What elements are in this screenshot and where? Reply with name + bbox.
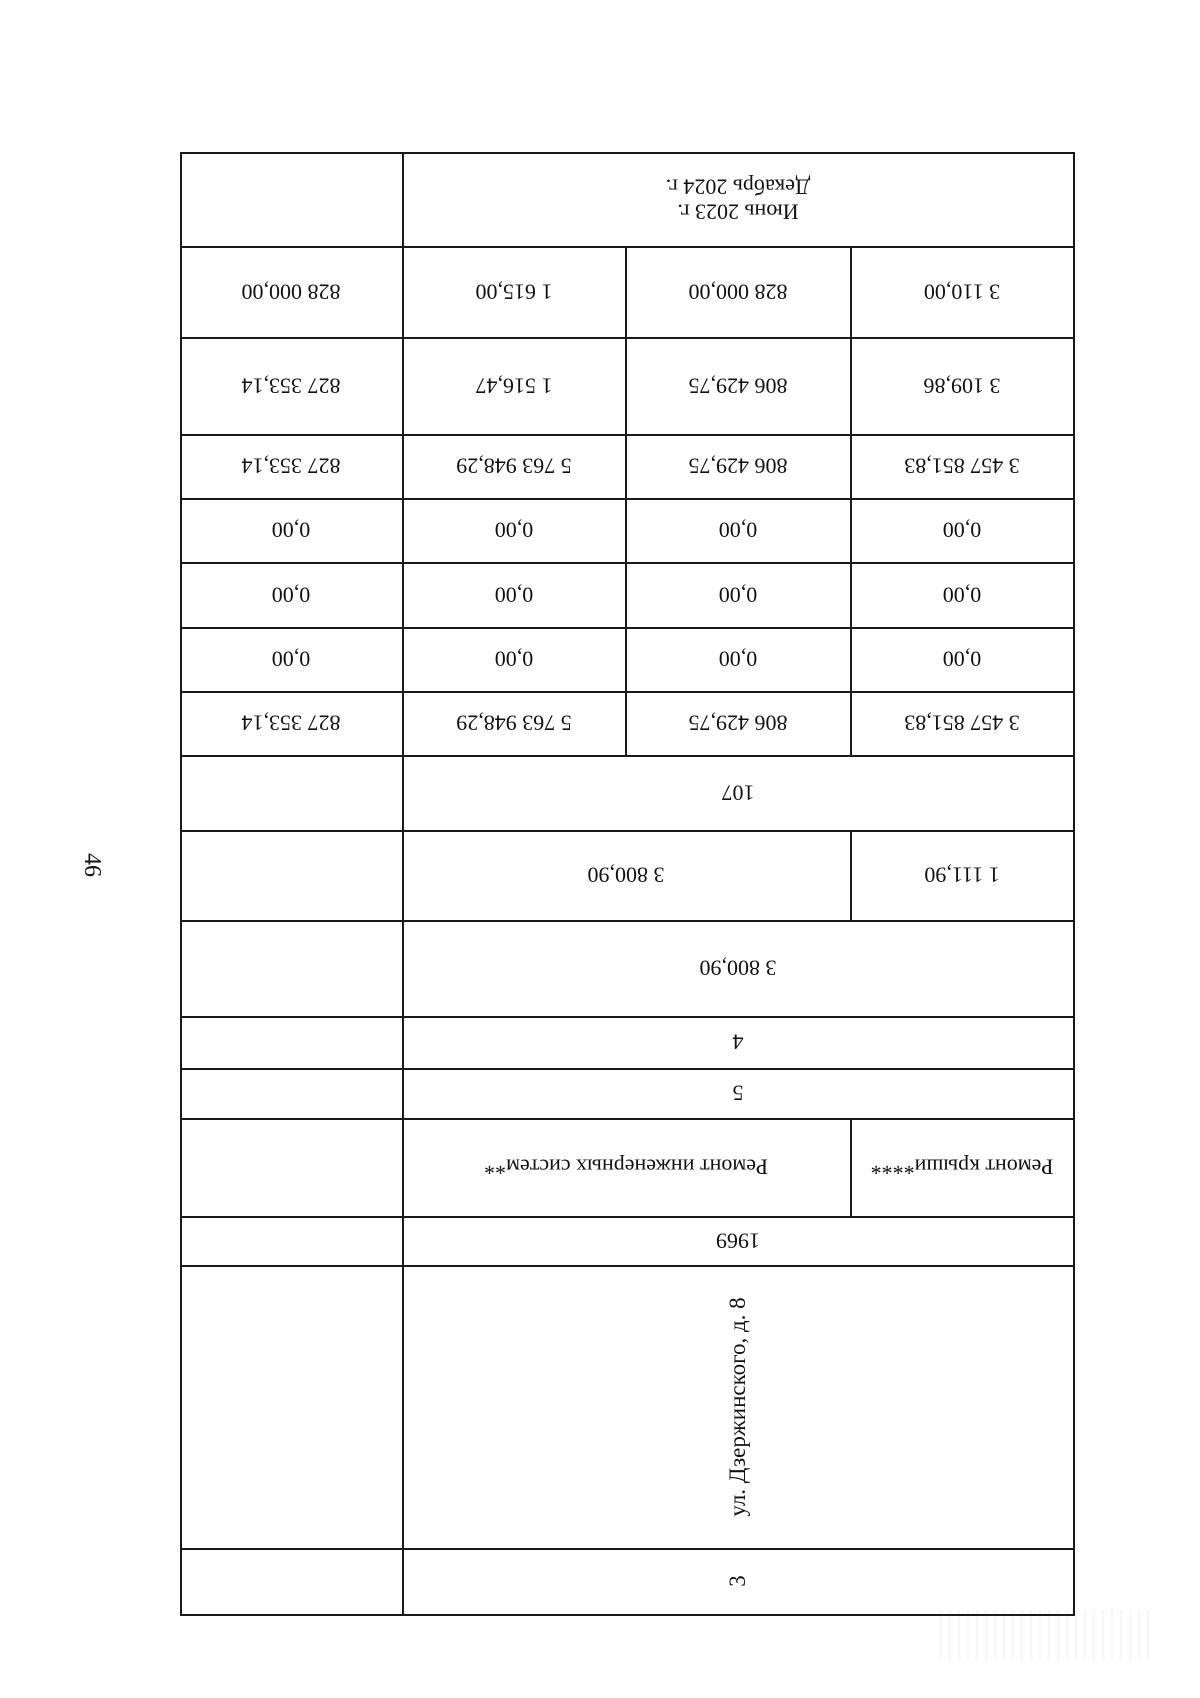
table-cell [180, 691, 402, 755]
table-cell-text: 806 429,75 [688, 710, 787, 736]
page-number: 46 [79, 853, 105, 877]
table-cell [180, 434, 402, 498]
work-type-roof-text: Ремонт крыши**** [870, 1154, 1053, 1180]
table-cell-text: 3 457 851,83 [903, 453, 1020, 479]
table-cell [625, 434, 850, 498]
table-cell [402, 691, 625, 755]
table-cell [402, 627, 625, 691]
table-cell [180, 498, 402, 562]
table-cell-text: 5 763 948,29 [455, 710, 572, 736]
table-cell [850, 246, 1073, 337]
period-cell [402, 152, 1073, 246]
table-cell [180, 627, 402, 691]
apartments-count [402, 755, 1073, 830]
scan-artifact [940, 1610, 1150, 1660]
table-cell [850, 627, 1073, 691]
area-total [402, 920, 1073, 1016]
table-cell-text: 1 516,47 [475, 373, 552, 399]
table-cell-text: 806 429,75 [688, 453, 787, 479]
table-cell-text: 0,00 [942, 646, 981, 672]
table-cell [625, 691, 850, 755]
table-cell-text: 827 353,14 [241, 373, 341, 399]
area-split-main [402, 830, 850, 920]
table-cell [625, 246, 850, 337]
table-cell-text: 5 763 948,29 [455, 453, 572, 479]
table-cell-text: 3 109,86 [923, 373, 1000, 399]
address [402, 1265, 1073, 1548]
build-year-text: 1969 [715, 1228, 760, 1254]
table-cell [402, 337, 625, 434]
work-type-roof [850, 1118, 1073, 1216]
table-cell [850, 434, 1073, 498]
work-type-engineering-text: Ремонт инженерных систем** [484, 1154, 768, 1180]
address-text: ул. Дзержинского, д. 8 [724, 1296, 750, 1517]
period-cell-text: Июнь 2023 г. Декабрь 2024 г. [665, 174, 810, 225]
table-cell-text: 0,00 [271, 582, 311, 608]
table-cell-text: 827 353,14 [241, 710, 341, 736]
work-type-engineering [402, 1118, 850, 1216]
table-cell-text: 0,00 [271, 646, 311, 672]
column-number-4 [402, 1016, 1073, 1068]
table-cell-text: 0,00 [942, 517, 981, 543]
table-cell [180, 562, 402, 627]
row-number [402, 1548, 1073, 1614]
area-split-main-text: 3 800,90 [587, 862, 665, 888]
table-cell-text: 827 353,14 [241, 453, 341, 479]
table-cell [625, 627, 850, 691]
table-cell-text: 0,00 [494, 582, 533, 608]
table-cell [625, 562, 850, 627]
table-cell-text: 0,00 [942, 582, 981, 608]
table-cell [625, 337, 850, 434]
table-cell [625, 498, 850, 562]
table-cell-text: 3 457 851,83 [903, 710, 1020, 736]
table-cell-text: 828 000,00 [688, 279, 787, 305]
row-number-text: 3 [724, 1575, 750, 1587]
table-cell [402, 498, 625, 562]
table-cell-text: 0,00 [718, 646, 757, 672]
table-cell [850, 562, 1073, 627]
table-rule [1073, 152, 1075, 1616]
table-cell-text: 0,00 [271, 517, 311, 543]
table-cell-text: 828 000,00 [241, 279, 341, 305]
table-cell-text: 1 615,00 [475, 279, 552, 305]
table-cell [180, 246, 402, 337]
area-total-text: 3 800,90 [699, 955, 776, 981]
table-cell [180, 337, 402, 434]
column-number-4-text: 4 [732, 1029, 743, 1055]
area-split-other [850, 830, 1073, 920]
table-cell [850, 691, 1073, 755]
table-cell [850, 498, 1073, 562]
table-cell-text: 806 429,75 [688, 373, 787, 399]
table-cell [402, 246, 625, 337]
table-cell [850, 337, 1073, 434]
area-split-other-text: 1 111,90 [923, 862, 1000, 888]
column-number-5-text: 5 [732, 1080, 743, 1106]
table-cell [402, 434, 625, 498]
table-cell-text: 0,00 [718, 517, 757, 543]
column-number-5 [402, 1068, 1073, 1118]
apartments-count-text: 107 [721, 780, 754, 806]
table-cell-text: 0,00 [494, 517, 533, 543]
table-cell-text: 0,00 [494, 646, 533, 672]
table-cell-text: 3 110,00 [923, 279, 1000, 305]
table-cell-text: 0,00 [718, 582, 757, 608]
table-cell [402, 562, 625, 627]
build-year [402, 1216, 1073, 1265]
